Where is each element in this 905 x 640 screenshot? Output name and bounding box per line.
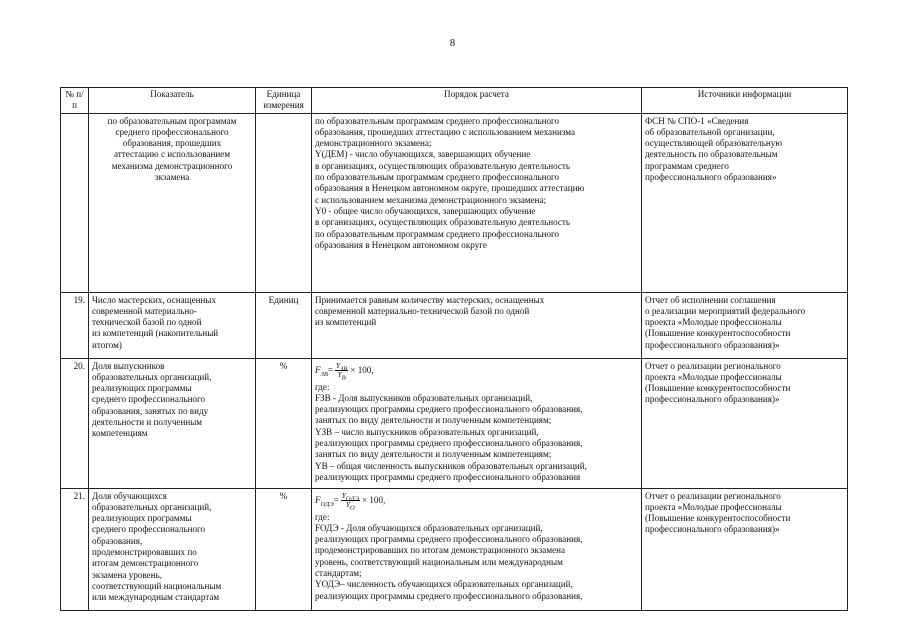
method-line: продемонстрировавших по итогам демонстрационного экзамена bbox=[315, 545, 566, 556]
source-line: ФСН № СПО-1 «Сведения bbox=[645, 115, 749, 126]
indicator-line: компетенциям bbox=[92, 428, 148, 439]
method-line: современной материально-технической базой по одной bbox=[315, 305, 530, 316]
method-line: стандартам; bbox=[315, 568, 362, 579]
source-line: Отчет о реализации регионального bbox=[645, 490, 781, 501]
method-line: по образовательным программам среднего профессионального bbox=[315, 115, 560, 126]
formula-numerator: $Y_{ЗВ}$ bbox=[336, 362, 348, 373]
indicator-line: современной материально- bbox=[92, 305, 197, 316]
formula-lhs: $F_{ОДЭ}$ bbox=[315, 494, 334, 508]
source-line: профессионального образования» bbox=[645, 172, 777, 183]
method-line: уровень, соответствующий национальным или международным bbox=[315, 556, 563, 567]
source-line: проекта «Молодые профессионалы bbox=[645, 317, 782, 328]
source-line: профессионального образования)» bbox=[645, 524, 780, 535]
indicator-line: деятельности и полученным bbox=[92, 417, 203, 428]
indicator-line: механизма демонстрационного bbox=[111, 160, 233, 171]
header-num: № п/п bbox=[61, 88, 89, 114]
indicator-line: Доля выпускников bbox=[92, 360, 165, 371]
method-cell bbox=[312, 292, 642, 358]
indicator-cell bbox=[89, 292, 256, 358]
indicator-line: или международным стандартам bbox=[92, 592, 220, 603]
formula-eq: = bbox=[333, 494, 339, 505]
method-cell bbox=[312, 488, 642, 610]
method-cell bbox=[312, 113, 642, 292]
method-line: FОДЭ - Доля обучающихся образовательных организаций, bbox=[315, 522, 543, 533]
indicator-line: реализующих программы bbox=[92, 383, 192, 394]
source-line: деятельность по образовательным bbox=[645, 149, 778, 160]
indicator-line: образования, прошедших bbox=[122, 138, 222, 149]
indicator-line: аттестацию с использованием bbox=[114, 149, 230, 160]
method-line: YВ – общая численность выпускников образовательных организаций, bbox=[315, 460, 587, 471]
formula-tail: × 100, bbox=[350, 364, 374, 375]
indicator-line: продемонстрировавших по bbox=[92, 547, 197, 558]
method-line: реализующих программы среднего профессионального образования, bbox=[315, 534, 583, 545]
source-line: о реализации мероприятий федерального bbox=[645, 305, 806, 316]
method-line: YЗВ – число выпускников образовательных организаций, bbox=[315, 426, 539, 437]
source-line: профессионального образования)» bbox=[645, 394, 780, 405]
method-line: реализующих программы среднего профессионального образования bbox=[315, 471, 581, 482]
source-line: профессионального образования)» bbox=[645, 339, 780, 350]
row-number bbox=[61, 113, 89, 292]
method-line: с использованием механизма демонстрационного экзамена; bbox=[315, 194, 547, 205]
formula-num-sub: ЗВ bbox=[340, 365, 348, 373]
formula-den-sub: В bbox=[341, 374, 346, 382]
indicator-line: экзамена bbox=[154, 172, 190, 183]
indicator-cell bbox=[89, 358, 256, 488]
indicator-line: среднего профессионального bbox=[92, 394, 206, 405]
source-cell bbox=[642, 292, 848, 358]
formula-numerator: $Y_{ОДЭ}$ bbox=[341, 492, 359, 503]
indicator-line: образовательных организаций, bbox=[92, 371, 212, 382]
indicator-line: экзамена уровень, bbox=[92, 569, 163, 580]
indicator-line: реализующих программы bbox=[92, 513, 192, 524]
formula bbox=[315, 491, 638, 511]
method-line: FЗВ - Доля выпускников образовательных организаций, bbox=[315, 392, 533, 403]
formula-lhs: $F_{ЗВ}$ bbox=[315, 364, 328, 378]
formula bbox=[315, 361, 638, 381]
method-line: Y(ДЕМ) - число обучающихся, завершающих обучение bbox=[315, 149, 531, 160]
unit-cell: Единиц bbox=[256, 292, 312, 358]
method-line: в организациях, осуществляющих образовательную деятельность bbox=[315, 160, 571, 171]
indicator-line: из компетенций (накопительный bbox=[92, 328, 219, 339]
source-cell bbox=[642, 488, 848, 610]
indicator-line: Доля обучающихся bbox=[92, 490, 167, 501]
formula-den-sub: О bbox=[350, 504, 355, 512]
indicator-cell bbox=[89, 488, 256, 610]
formula-denominator: $Y_О$ bbox=[346, 501, 355, 512]
formula-lhs-sub: ЗВ bbox=[320, 370, 328, 378]
source-line: проекта «Молодые профессионалы bbox=[645, 501, 782, 512]
formula-fraction bbox=[335, 362, 348, 382]
method-line: реализующих программы среднего профессионального образования, bbox=[315, 590, 583, 601]
source-cell bbox=[642, 113, 848, 292]
method-line: Принимается равным количеству мастерских, оснащенных bbox=[315, 294, 545, 305]
indicator-line: Число мастерских, оснащенных bbox=[92, 294, 217, 305]
unit-cell: % bbox=[256, 488, 312, 610]
table-row bbox=[61, 488, 848, 610]
method-line: в организациях, осуществляющих образовательную деятельность bbox=[315, 217, 571, 228]
indicator-line: итогом) bbox=[92, 339, 122, 350]
formula-tail: × 100, bbox=[361, 494, 386, 505]
row-number: 21. bbox=[61, 488, 89, 610]
formula-where: где: bbox=[315, 511, 330, 522]
method-line: демонстрационного экзамена; bbox=[315, 138, 432, 149]
method-line: занятых по виду деятельности и полученным компетенциям; bbox=[315, 449, 552, 460]
indicator-line: технической базой по одной bbox=[92, 317, 202, 328]
method-line: из компетенций bbox=[315, 317, 377, 328]
page-number: 8 bbox=[449, 38, 456, 49]
unit-cell bbox=[256, 113, 312, 292]
method-cell bbox=[312, 358, 642, 488]
table-row bbox=[61, 113, 848, 292]
source-line: (Повышение конкурентоспособности bbox=[645, 383, 791, 394]
table-row bbox=[61, 358, 848, 488]
source-line: об образовательной организации, bbox=[645, 126, 775, 137]
method-line: образования в Ненецком автономном округе, прошедших аттестацию bbox=[315, 183, 585, 194]
header-indicator: Показатель bbox=[89, 88, 256, 114]
indicator-line: образования, bbox=[92, 535, 143, 546]
indicator-line: образования, занятых по виду bbox=[92, 405, 209, 416]
method-line: Y0 - общее число обучающихся, завершающих обучение bbox=[315, 205, 536, 216]
formula-lhs-sub: ОДЭ bbox=[320, 500, 334, 508]
table-header-row bbox=[61, 88, 848, 114]
method-line: YОДЭ– численность обучающихся образовательных организаций, bbox=[315, 579, 573, 590]
formula-num-sub: ОДЭ bbox=[345, 495, 359, 503]
source-line: Отчет о реализации регионального bbox=[645, 360, 781, 371]
row-number: 20. bbox=[61, 358, 89, 488]
formula-fraction bbox=[341, 492, 360, 512]
indicator-line: соответствующий национальным bbox=[92, 580, 222, 591]
formula-where: где: bbox=[315, 381, 330, 392]
indicator-cell bbox=[89, 113, 256, 292]
method-line: по образовательным программам среднего профессионального bbox=[315, 228, 560, 239]
indicator-line: итогам демонстрационного bbox=[92, 558, 199, 569]
indicators-table bbox=[60, 87, 848, 611]
indicator-line: образовательных организаций, bbox=[92, 501, 212, 512]
source-line: осуществляющей образовательную bbox=[645, 138, 783, 149]
method-line: по образовательным программам среднего профессионального bbox=[315, 172, 560, 183]
formula-eq: = bbox=[327, 364, 333, 375]
table-row bbox=[61, 292, 848, 358]
formula-denominator: $Y_В$ bbox=[337, 371, 346, 382]
source-cell bbox=[642, 358, 848, 488]
source-line: программам среднего bbox=[645, 160, 729, 171]
method-line: образования в Ненецком автономном округе bbox=[315, 239, 487, 250]
indicator-line: среднего профессионального bbox=[115, 126, 229, 137]
method-line: реализующих программы среднего профессионального образования, bbox=[315, 438, 583, 449]
header-method: Порядок расчета bbox=[312, 88, 642, 114]
unit-cell: % bbox=[256, 358, 312, 488]
source-line: (Повышение конкурентоспособности bbox=[645, 328, 791, 339]
source-line: (Повышение конкурентоспособности bbox=[645, 513, 791, 524]
source-line: проекта «Молодые профессионалы bbox=[645, 371, 782, 382]
row-number: 19. bbox=[61, 292, 89, 358]
header-source: Источники информации bbox=[642, 88, 848, 114]
indicator-line: среднего профессионального bbox=[92, 524, 206, 535]
method-line: реализующих программы среднего профессионального образования, bbox=[315, 404, 583, 415]
header-unit: Единица измерения bbox=[256, 88, 312, 114]
method-line: образования, прошедших аттестацию с использованием механизма bbox=[315, 126, 576, 137]
method-line: занятых по виду деятельности и полученным компетенциям; bbox=[315, 415, 552, 426]
indicator-line: по образовательным программам bbox=[107, 115, 237, 126]
source-line: Отчет об исполнении соглашения bbox=[645, 294, 776, 305]
